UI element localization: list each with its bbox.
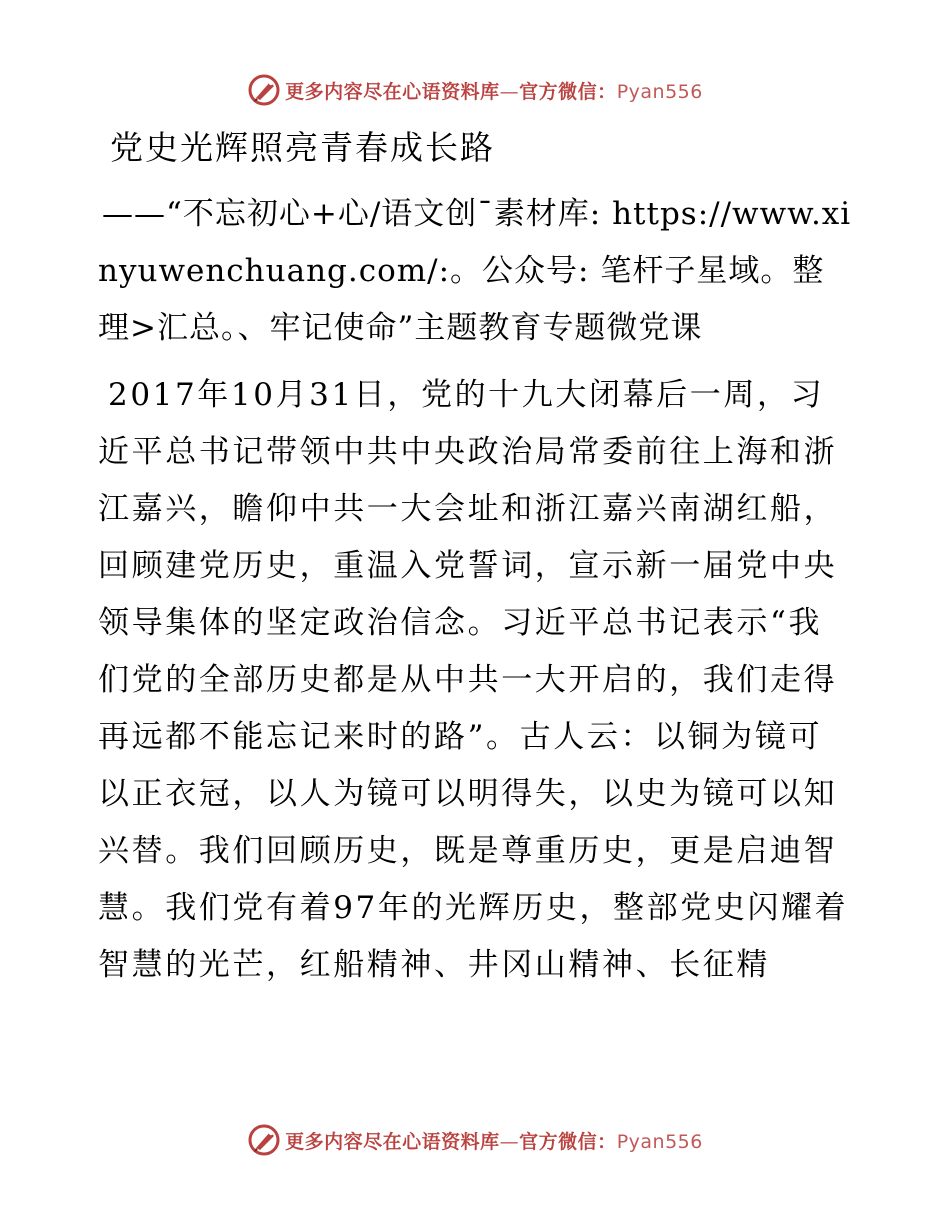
article-title: 党史光辉照亮青春成长路	[110, 128, 495, 167]
banner-text	[285, 1127, 703, 1154]
banner-wechat-id: Pyan556	[616, 80, 703, 103]
banner-text	[285, 77, 703, 104]
banner-separator: —	[499, 1130, 520, 1153]
banner-prefix: 更多内容尽在心语资料库	[285, 80, 500, 103]
header-banner	[0, 70, 950, 110]
banner-suffix: 官方微信：	[519, 1130, 617, 1153]
banner-separator: —	[499, 80, 520, 103]
red-pen-logo-icon	[247, 73, 281, 107]
footer-banner	[0, 1120, 950, 1160]
red-pen-logo-icon	[247, 1123, 281, 1157]
article-paragraph: 2017年10月31日，党的十九大闭幕后一周，习近平总书记带领中共中央政治局常委前往上海和浙江嘉兴，瞻仰中共一大会址和浙江嘉兴南湖红船，回顾建党历史，重温入党誓词，宣示新一届党中央领导集体的坚定政治信念。习近平总书记表示“我们党的全部历史都是从中共一大开启的，我们走得再远都不能忘记来时的路”。古人云：以铜为镜可以正衣冠，以人为镜可以明得失，以史为镜可以知兴替。我们回顾历史，既是尊重历史，更是启迪智慧。我们党有着97年的光辉历史，整部党史闪耀着智慧的光芒，红船精神、井冈山精神、长征精	[98, 377, 849, 983]
article-body	[98, 124, 854, 994]
article-subtitle: ——“不忘初心+心/语文创¯素材库: https://www.xinyuwenchuang.com/:。公众号: 笔杆子星域。整理>汇总。、牢记使命”主题教育专题微党课	[98, 196, 852, 346]
banner-suffix: 官方微信：	[519, 80, 617, 103]
banner-prefix: 更多内容尽在心语资料库	[285, 1130, 500, 1153]
banner-wechat-id: Pyan556	[616, 1130, 703, 1153]
